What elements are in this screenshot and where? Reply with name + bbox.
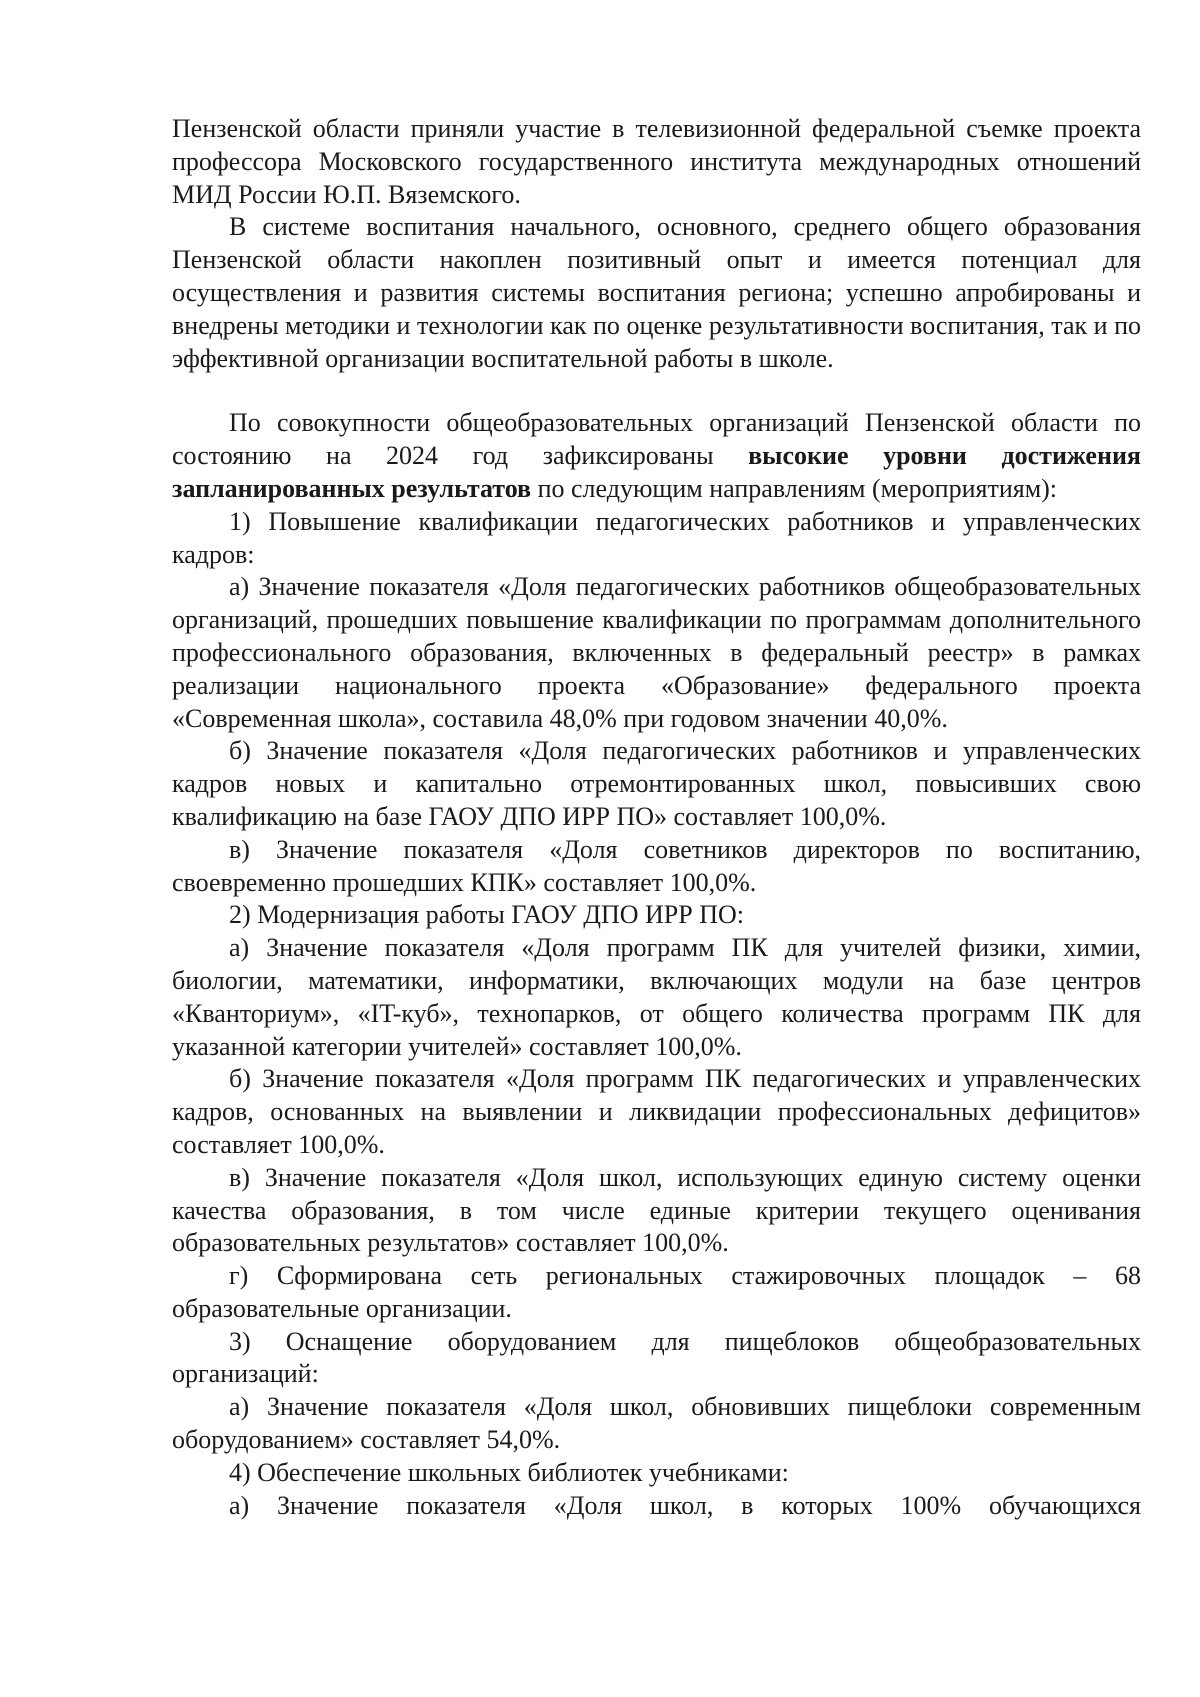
list-item-2d: г) Сформирована сеть региональных стажировочных площадок – 68 образовательные организации.: [172, 1261, 1141, 1323]
results-intro-after: по следующим направлениям (мероприятиям):: [531, 473, 1058, 503]
list-item-1a: а) Значение показателя «Доля педагогических работников общеобразовательных организаций, прошедших повышение квалификации по программам дополнительного профессионального образования, включенных в федеральный реестр» в рамках реализации национального проекта «Образование» федерального проекта «Современная школа», составила 48,0% при годовом значении 40,0%.: [172, 572, 1141, 733]
results-intro-before: По совокупности общеобразовательных организаций Пензенской области по состоянию на 2024 год зафиксированы: [172, 408, 1141, 471]
document-page: [172, 113, 1141, 1522]
list-item-1b: б) Значение показателя «Доля педагогических работников и управленческих кадров новых и капитально отремонтированных школ, повысивших свою квалификацию на базе ГАОУ ДПО ИРР ПО» составляет 100,0%.: [172, 736, 1141, 831]
list-item-3a: а) Значение показателя «Доля школ, обновивших пищеблоки современным оборудованием» составляет 54,0%.: [172, 1392, 1141, 1455]
paragraph-vyazemsky-project: Пензенской области приняли участие в телевизионной федеральной съемке проекта профессора Московского государственного института международных отношений МИД России Ю.П. Вяземского.: [172, 114, 1141, 209]
list-item-2a: а) Значение показателя «Доля программ ПК для учителей физики, химии, биологии, математики, информатики, включающих модули на базе центров «Кванториум», «IT-куб», технопарков, от общего количества программ ПК для указанной категории учителей» составляет 100,0%.: [172, 933, 1141, 1061]
list-item-1-qualification: 1) Повышение квалификации педагогических работников и управленческих кадров:: [172, 506, 1141, 569]
list-item-1c: в) Значение показателя «Доля советников директоров по воспитанию, своевременно прошедших КПК» составляет 100,0%.: [172, 834, 1141, 897]
paragraph-results-intro: [172, 407, 1141, 505]
list-item-4a: а) Значение показателя «Доля школ, в которых 100% обучающихся: [229, 1490, 1141, 1520]
list-item-2-modernization: 2) Модернизация работы ГАОУ ДПО ИРР ПО:: [229, 900, 744, 930]
results-intro-bold: высокие уровни достижения запланированных результатов: [172, 441, 1142, 503]
list-item-2b: б) Значение показателя «Доля программ ПК педагогических и управленческих кадров, основанных на выявлении и ликвидации профессиональных дефицитов» составляет 100,0%.: [172, 1064, 1141, 1159]
list-item-3-equipment: 3) Оснащение оборудованием для пищеблоков общеобразовательных организаций:: [172, 1326, 1141, 1389]
list-item-2c: в) Значение показателя «Доля школ, использующих единую систему оценки качества образования, в том числе единые критерии текущего оценивания образовательных результатов» составляет 100,0%.: [172, 1162, 1141, 1258]
list-item-4-textbooks: 4) Обеспечение школьных библиотек учебниками:: [229, 1457, 789, 1487]
paragraph-upbringing-system: В системе воспитания начального, основного, среднего общего образования Пензенской области накоплен позитивный опыт и имеется потенциал для осуществления и развития системы воспитания региона; успешно апробированы и внедрены методики и технологии как по оценке результативности воспитания, так и по эффективной организации воспитательной работы в школе.: [172, 212, 1141, 373]
